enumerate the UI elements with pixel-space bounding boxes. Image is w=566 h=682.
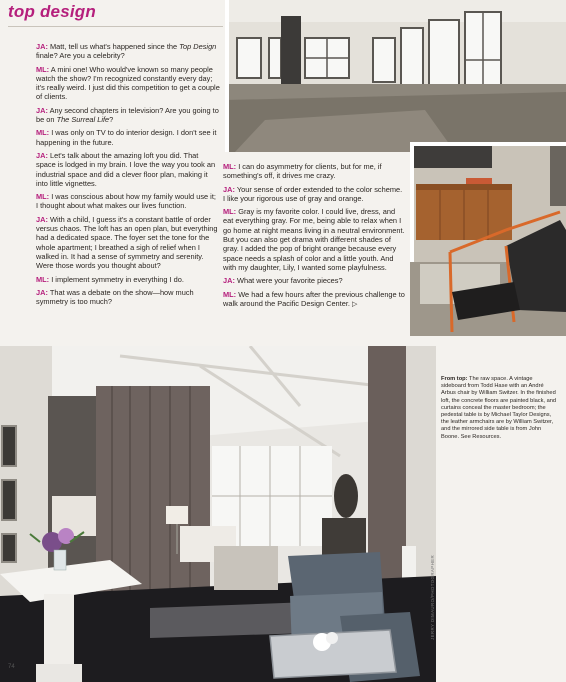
speaker-label: JA: [36,150,48,160]
speaker-label: JA: [36,105,48,115]
speaker-label: JA: [36,42,48,51]
speaker-label: JA: [223,276,235,286]
qa-text: I was only on TV to do interior design. I don't see it happening in the future. [36,128,217,147]
qa-text: Matt, tell us what's happened since the [49,42,180,51]
speaker-label: ML: [223,162,237,171]
speaker-label: ML: [223,207,237,217]
qa-text: With a child, I guess it's a constant battle of order versus chaos. The loft has an open plan, but everything had a dedicated space. The foyer set the tone for the whole apartment; I breathed a sigh of relief when I walked in. It had a sense of symmetry and serenity. Were those words you thought about? [36,214,218,271]
qa-text: What were your favorite pieces? [236,276,343,286]
photo-sideboard-chair [410,142,566,336]
qa-text: Any second chapters in television? Are you going to be on [36,105,219,125]
photo-finished-loft [0,346,436,682]
qa-text: I can do asymmetry for clients, but for me, if something's off, it drives me crazy. [223,162,382,181]
show-title: The Surreal Life [56,115,110,125]
qa-paragraph [36,128,220,147]
qa-text: We had a few hours after the previous challenge to walk around the Pacific Design Center. [223,289,405,308]
qa-paragraph [223,276,405,285]
qa-paragraph [223,290,405,310]
qa-text: Your sense of order extended to the color scheme. I like your rigorous use of gray and orange. [223,184,403,203]
qa-text: ? [109,115,114,125]
caption-text: The raw space. A vintage sideboard from Todd Hase with an André Arbus chair by William Switzer. In the finished loft, the concrete floors are painted black, and curtains conceal the master bedroom; the pedestal table is by Michael Taylor Designs, the leather armchairs are by William Switzer, and the mirrored side table is from John Boone. See Resources. [441,376,557,440]
show-title: Top Design [179,42,217,51]
interview-column-right [223,162,405,313]
qa-paragraph [36,42,220,61]
qa-text: I was conscious about how my family would use it; I thought about what makes our lives function. [36,192,216,211]
qa-text: That was a debate on the show—how much symmetry is too much? [36,287,194,307]
qa-paragraph [36,275,220,284]
interview-column-left [36,42,220,310]
qa-paragraph [223,207,405,272]
photo-caption [441,376,559,441]
speaker-label: JA: [223,184,235,194]
qa-text: finale? Are you a celebrity? [36,51,125,61]
speaker-label: ML: [36,64,50,74]
qa-text: A mini one! Who would've known so many people watch the show? I'm recognized constantly every day; it's really weird. I just did this competition to get a couple of clients. [36,64,220,102]
qa-paragraph [36,288,220,307]
speaker-label: JA: [36,214,48,224]
speaker-label: ML: [36,274,50,284]
qa-paragraph [36,215,220,271]
speaker-label: ML: [36,128,50,138]
qa-paragraph [223,185,405,204]
qa-text: Gray is my favorite color. I could live, dress, and eat everything gray. For me, being able to relax when I go home at night means living in a neutral environment. But you can also get drama with different shades of gray. I added the pop of bright orange because every space needs a splash of color and a little youth. And with my daughter, Lily, I wanted some playfulness. [223,207,405,272]
speaker-label: JA: [36,287,48,297]
speaker-label: ML: [36,192,50,202]
qa-paragraph [36,151,220,188]
caption-lead: From top: [441,376,468,382]
photo-credit: JERRY DIMAURO/PHOTOGRAPHER [430,554,435,640]
qa-paragraph [36,192,220,211]
qa-paragraph [36,65,220,102]
qa-text: Let's talk about the amazing loft you did. That space is lodged in my brain. I love the way you took an industrial space and did a clever floor plan, making it into little vignettes. [36,150,216,188]
header-rule [8,26,223,27]
speaker-label: ML: [223,289,237,299]
qa-text: I implement symmetry in everything I do. [51,274,184,284]
qa-paragraph [223,162,405,181]
page-number: 74 [8,664,15,670]
qa-paragraph [36,106,220,125]
section-title: top design [8,2,96,21]
photo-raw-space [225,0,566,152]
continue-arrow-icon: ▷ [352,300,358,308]
